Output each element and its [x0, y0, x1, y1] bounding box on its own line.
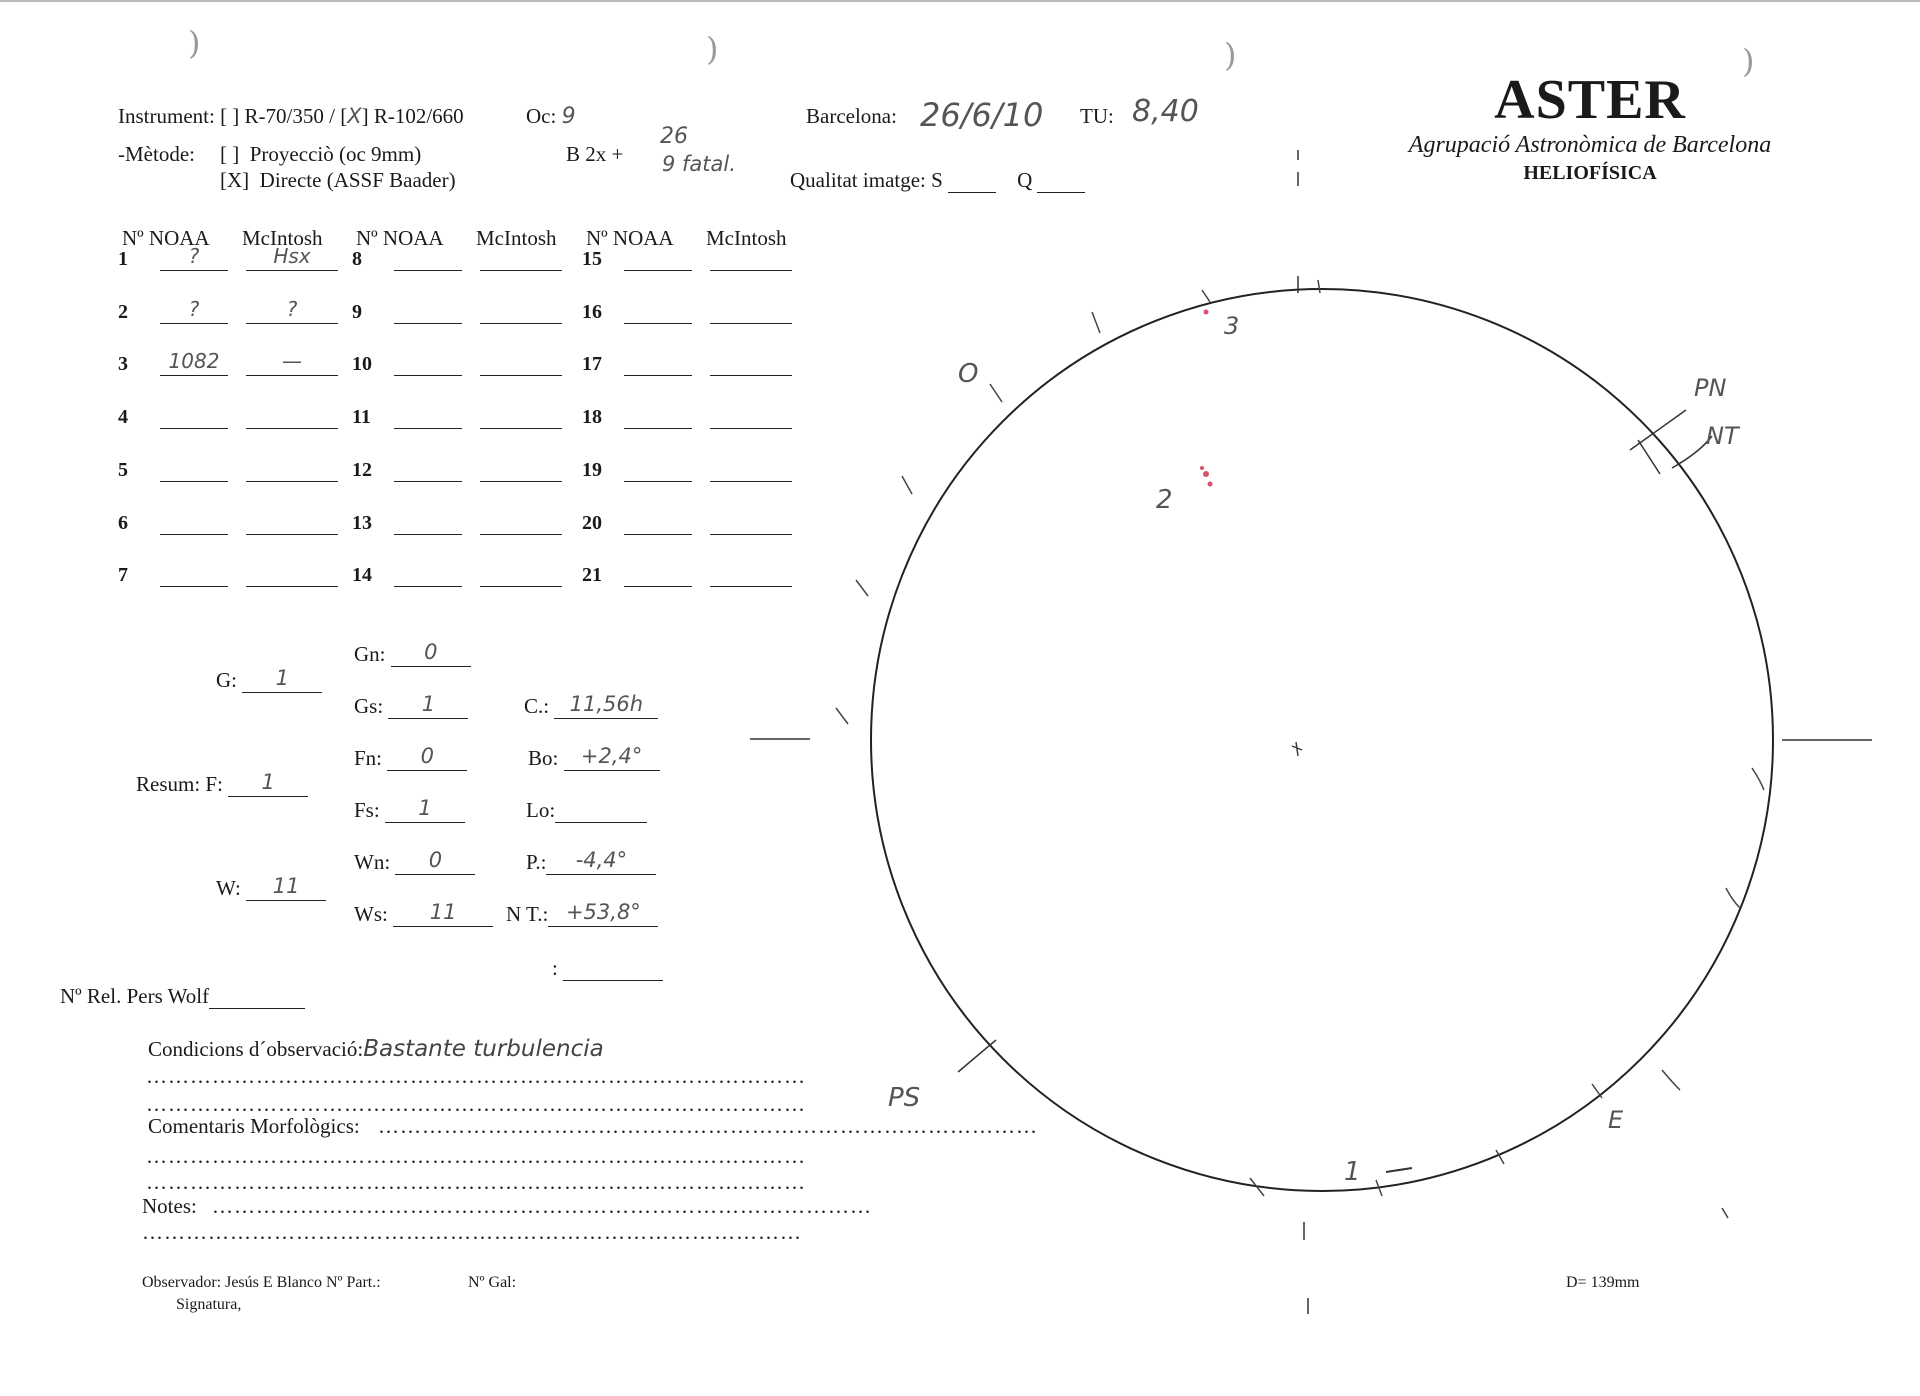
column-header-noaa: Nº NOAA — [122, 226, 210, 250]
quality-q-label: Q — [1017, 168, 1033, 192]
limb-tick — [902, 476, 912, 494]
binder-mark: ) — [706, 30, 719, 68]
lo-label: Lo: — [526, 798, 556, 822]
group-number: 12 — [352, 459, 372, 481]
wn-value: 0 — [428, 848, 443, 872]
ws-label: Ws: — [354, 902, 388, 926]
b-value-1: 26 — [660, 124, 688, 149]
noaa-value: ? — [188, 297, 200, 321]
ps-label: PS — [888, 1083, 921, 1113]
group-number: 16 — [582, 301, 602, 323]
limb-tick — [1202, 290, 1210, 302]
conditions-label: Condicions d´observació: — [148, 1037, 364, 1061]
group-number: 19 — [582, 459, 602, 481]
projection-checkbox: [ ] — [220, 142, 240, 166]
notes-label: Notes: — [142, 1194, 197, 1218]
sunspot-groups — [1200, 310, 1412, 1173]
group-number: 7 — [118, 564, 128, 586]
morph-dots-inline: ……………………………………………………………………………… — [378, 1114, 1038, 1138]
pn-axis-line — [1630, 410, 1686, 450]
group-number: 14 — [352, 564, 372, 586]
noaa-value: 1082 — [168, 349, 220, 373]
sunspot-group-2-c — [1200, 466, 1204, 470]
limb-tick — [1092, 312, 1100, 333]
pn-label: PN — [1694, 374, 1727, 402]
group-3-label: 3 — [1224, 312, 1240, 340]
notes-dots-inline: ……………………………………………………………………………… — [212, 1194, 872, 1218]
limb-tick — [856, 580, 868, 596]
noaa-value: ? — [188, 244, 200, 268]
limb-tick — [1662, 1070, 1680, 1090]
p-label: P.: — [526, 850, 547, 874]
disk-labels — [888, 312, 1741, 1187]
morph-dots-1: ……………………………………………………………………………… — [146, 1144, 806, 1168]
center-cross-b — [1296, 742, 1298, 756]
group-1-label: 1 — [1344, 1157, 1361, 1187]
p-value: -4,4° — [575, 848, 628, 872]
metode-label: -Mètode: — [118, 142, 195, 166]
nt-label: NT — [1706, 422, 1739, 450]
notes-dots-1: ……………………………………………………………………………… — [142, 1220, 802, 1244]
ws-value: 11 — [429, 900, 457, 924]
resum-label: Resum: F: — [136, 772, 223, 796]
group-number: 6 — [118, 512, 128, 534]
axis-marks — [958, 410, 1712, 1072]
group-number: 17 — [582, 353, 602, 375]
sunspot-group-1-mark — [1386, 1168, 1412, 1172]
pn-axis-cross — [1638, 440, 1660, 474]
bo-label: Bo: — [528, 746, 559, 770]
fn-value: 0 — [420, 744, 434, 768]
group-number: 5 — [118, 459, 128, 481]
group-number: 18 — [582, 406, 602, 428]
fs-value: 1 — [418, 796, 432, 820]
binder-mark: ) — [1742, 42, 1755, 80]
gs-label: Gs: — [354, 694, 384, 718]
signature-label: Signatura, — [176, 1296, 242, 1313]
c-label: C.: — [524, 694, 550, 718]
group-number: 11 — [352, 406, 371, 428]
group-number: 2 — [118, 301, 128, 323]
g-label: G: — [216, 668, 237, 692]
b-label: B 2x + — [566, 142, 624, 166]
quality-label: Qualitat imatge: S — [790, 168, 943, 192]
group-number: 8 — [352, 248, 362, 270]
instrument-tail: ] R-102/660 — [361, 104, 464, 128]
date-value: 26/6/10 — [920, 96, 1044, 134]
wolf-label: Nº Rel. Pers Wolf — [60, 984, 210, 1008]
group-number: 15 — [582, 248, 602, 270]
place-label: Barcelona: — [806, 104, 897, 128]
group-number: 21 — [582, 564, 602, 586]
sunspot-group-2-a — [1203, 471, 1209, 477]
g-value: 1 — [275, 666, 289, 690]
limb-tick — [836, 708, 848, 724]
mcintosh-value: — — [282, 349, 302, 373]
brand-subtitle: Agrupació Astronòmica de Barcelona — [1408, 132, 1772, 158]
axis-guides — [750, 150, 1872, 1314]
direct-checkbox: [X] — [220, 168, 250, 192]
group-number: 4 — [118, 406, 128, 428]
conditions-value: Bastante turbulencia — [363, 1036, 604, 1062]
colon-label: : — [552, 956, 558, 980]
conditions-dots-1: ……………………………………………………………………………… — [146, 1064, 806, 1088]
column-header-noaa: Nº NOAA — [586, 226, 674, 250]
gn-value: 0 — [424, 640, 438, 664]
tu-value: 8,40 — [1132, 94, 1199, 129]
column-header-noaa: Nº NOAA — [356, 226, 444, 250]
f-value: 1 — [261, 770, 275, 794]
c-value: 11,56h — [569, 692, 644, 716]
direct-label: Directe (ASSF Baader) — [259, 168, 456, 192]
sunspot-group-3 — [1204, 310, 1209, 315]
solar-disk — [871, 289, 1773, 1191]
morph-label: Comentaris Morfològics: — [148, 1114, 360, 1138]
w-value: 11 — [272, 874, 300, 898]
projection-label: Proyecciò (oc 9mm) — [249, 142, 422, 166]
group-number: 20 — [582, 512, 602, 534]
group-number: 10 — [352, 353, 372, 375]
conditions-dots-2: ……………………………………………………………………………… — [146, 1092, 806, 1116]
bo-value: +2,4° — [580, 744, 643, 768]
column-header-mcintosh: McIntosh — [242, 226, 323, 250]
limb-tick — [990, 384, 1002, 402]
ps-axis-line — [958, 1040, 996, 1072]
group-number: 9 — [352, 301, 362, 323]
disk-center-mark — [1292, 742, 1302, 756]
observer-line: Observador: Jesús E Blanco Nº Part.: — [142, 1274, 381, 1291]
b-value-2: 9 fatal. — [662, 152, 736, 176]
nt-label: N T.: — [506, 902, 549, 926]
limb-tick — [1722, 1208, 1728, 1218]
gs-value: 1 — [421, 692, 436, 716]
morph-dots-2: ……………………………………………………………………………… — [146, 1170, 806, 1194]
brand-section: HELIOFÍSICA — [1523, 162, 1657, 184]
east-label: E — [1608, 1106, 1624, 1134]
sunspot-group-2-b — [1208, 482, 1213, 487]
oc-value: 9 — [561, 104, 576, 129]
instrument-label: Instrument: [ ] R-70/350 / [ — [118, 104, 348, 128]
mcintosh-value: ? — [286, 297, 298, 321]
group-number: 1 — [118, 248, 128, 270]
disk-diameter: D= 139mm — [1566, 1274, 1640, 1291]
binder-mark: ) — [188, 24, 201, 62]
group-number: 13 — [352, 512, 372, 534]
oc-label: Oc: — [526, 104, 557, 128]
fn-label: Fn: — [354, 746, 383, 770]
nt-value: +53,8° — [565, 900, 641, 924]
tu-label: TU: — [1080, 104, 1114, 128]
mcintosh-value: Hsx — [273, 244, 311, 268]
brand-logo: ASTER — [1494, 69, 1686, 131]
group-2-label: 2 — [1156, 485, 1173, 515]
column-header-mcintosh: McIntosh — [476, 226, 557, 250]
limb-tick — [1318, 280, 1320, 293]
instrument-mark: X — [347, 104, 362, 128]
fs-label: Fs: — [354, 798, 380, 822]
west-label: O — [958, 359, 979, 389]
w-label: W: — [216, 876, 241, 900]
binder-mark: ) — [1224, 36, 1237, 74]
gal-label: Nº Gal: — [468, 1274, 517, 1291]
limb-tick — [1726, 888, 1740, 908]
wn-label: Wn: — [354, 850, 391, 874]
limb-tick — [1752, 768, 1764, 790]
limb-tick — [1592, 1084, 1602, 1098]
column-header-mcintosh: McIntosh — [706, 226, 787, 250]
gn-label: Gn: — [354, 642, 386, 666]
group-number: 3 — [118, 353, 128, 375]
